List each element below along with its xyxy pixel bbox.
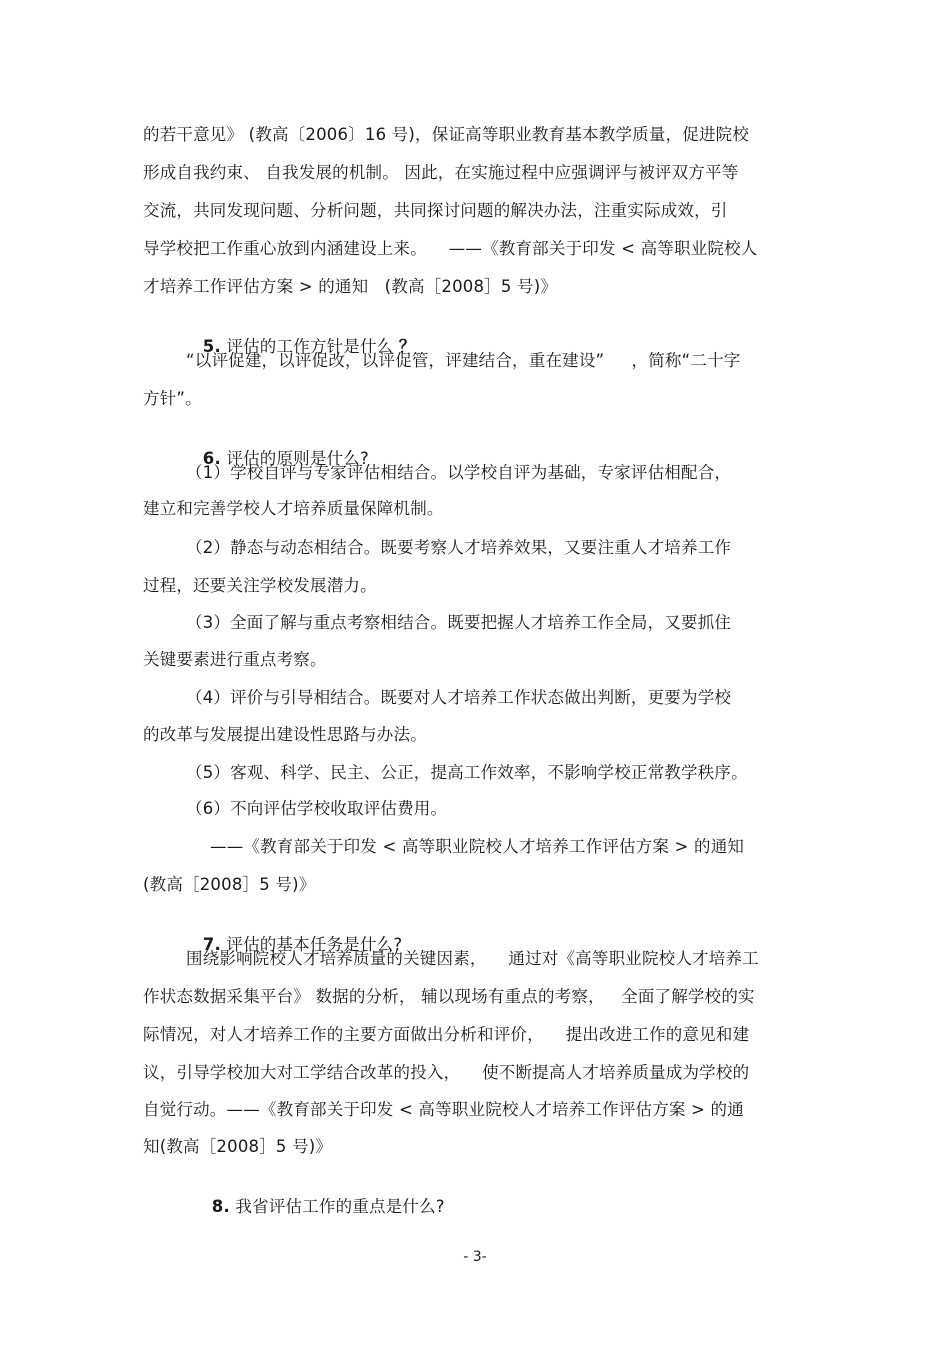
text-line: （5）客观、科学、民主、公正，提高工作效率，不影响学校正常教学秩序。 [186, 763, 748, 782]
text-line: 的改革与发展提出建设性思路与办法。 [143, 725, 427, 744]
text-line: （6）不向评估学校收取评估费用。 [186, 799, 448, 818]
text-line: 自觉行动。——《教育部关于印发 < 高等职业院校人才培养工作评估方案 > 的通 [143, 1100, 744, 1119]
text-line: 围绕影响院校人才培养质量的关键因素， 通过对《高等职业院校人才培养工 [186, 949, 759, 968]
text-line: 过程，还要关注学校发展潜力。 [143, 576, 377, 595]
question-number: 5. [202, 337, 221, 356]
text-line: （2）静态与动态相结合。既要考察人才培养效果，又要注重人才培养工作 [186, 538, 732, 557]
question-heading-8 [190, 1174, 445, 1240]
question-mark: ？ [398, 337, 416, 356]
text-line: 的若干意见》 (教高〔2006〕16 号)，保证高等职业教育基本教学质量，促进院校 [143, 125, 750, 144]
question-number: 8. [211, 1197, 230, 1216]
text-line: 形成自我约束、 自我发展的机制。 因此，在实施过程中应强调评与被评双方平等 [143, 163, 739, 182]
text-line: （4）评价与引导相结合。既要对人才培养工作状态做出判断，更要为学校 [186, 688, 732, 707]
text-line: 关键要素进行重点考察。 [143, 650, 327, 669]
text-line: 议，引导学校加大对工学结合改革的投入， 使不断提高人才培养质量成为学校的 [143, 1063, 750, 1082]
text-line: “以评促建，以评促改，以评促管，评建结合，重在建设” ，简称“二十字 [186, 351, 741, 370]
text-line: 才培养工作评估方案 > 的通知 (教高［2008］5 号)》 [143, 277, 558, 296]
question-text: 评估的原则是什么? [220, 449, 369, 468]
question-text: 评估的基本任务是什么? [220, 935, 403, 954]
text-line: ——《教育部关于印发 < 高等职业院校人才培养工作评估方案 > 的通知 [210, 837, 745, 856]
text-line: (教高［2008］5 号)》 [143, 875, 316, 894]
text-line: （1）学校自评与专家评估相结合。以学校自评为基础，专家评估相配合， [186, 463, 732, 482]
page-number: - 3- [463, 1249, 487, 1265]
question-text: 评估的工作方针是什么 [220, 337, 399, 356]
text-line: 知(教高［2008］5 号)》 [143, 1137, 333, 1156]
question-number: 6. [202, 449, 221, 468]
text-line: （3）全面了解与重点考察相结合。既要把握人才培养工作全局，又要抓住 [186, 613, 732, 632]
text-line: 际情况，对人才培养工作的主要方面做出分析和评价， 提出改进工作的意见和建 [143, 1025, 750, 1044]
text-line: 建立和完善学校人才培养质量保障机制。 [143, 499, 444, 518]
question-text: 我省评估工作的重点是什么? [229, 1197, 445, 1216]
text-line: 交流，共同发现问题、分析问题，共同探讨问题的解决办法，注重实际成效，引 [143, 201, 728, 220]
question-number: 7. [202, 935, 221, 954]
text-line: 方针”。 [143, 389, 202, 408]
text-line: 导学校把工作重心放到内涵建设上来。 ——《教育部关于印发 < 高等职业院校人 [143, 239, 758, 258]
text-line: 作状态数据采集平台》 数据的分析， 辅以现场有重点的考察， 全面了解学校的实 [143, 987, 755, 1006]
